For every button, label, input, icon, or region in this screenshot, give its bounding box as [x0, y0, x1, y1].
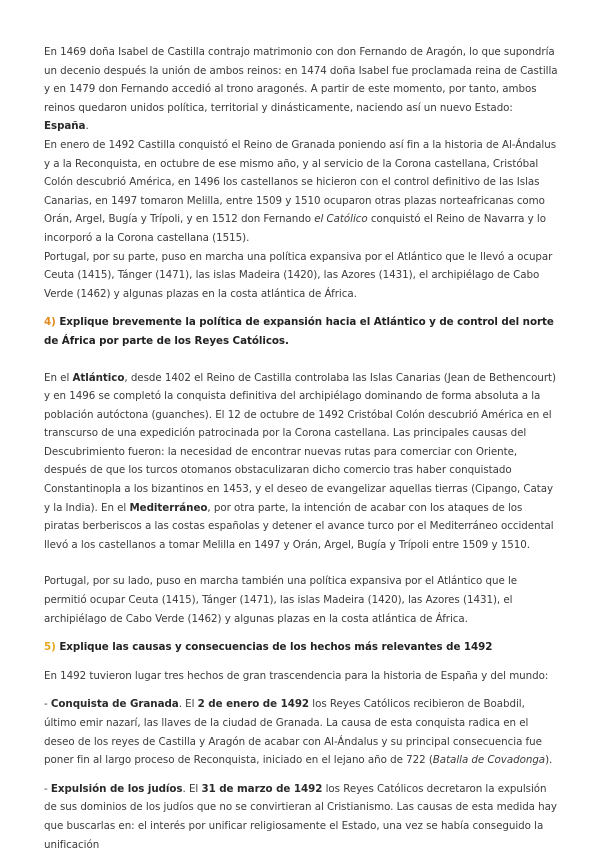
question-4-heading [44, 313, 560, 350]
text: En el [44, 371, 73, 384]
text: los Reyes Católicos decretaron la expulsión de sus dominios de los judíos que no se convirtieran al Cristianismo. Las causas de esta medida hay que buscarlas en: el interés por unificar religiosamente el Estado, una vez se había conseguido la unificación [44, 782, 557, 851]
text: ). [545, 754, 553, 767]
bold-term-espana: España [44, 120, 86, 133]
q5-list-item-expulsion [44, 780, 560, 854]
text: - [44, 782, 51, 795]
q5-list-item-granada [44, 695, 560, 769]
q4-paragraph-2: Portugal, por su lado, puso en marcha también una política expansiva por el Atlántico que le permitió ocupar Ceuta (1415), Tánger (1471), las islas Madeira (1420), las Azores (1431), el archipiélago de Cabo Verde (1462) y algunas plazas en la costa atlántica de África. [44, 575, 518, 625]
italic-battle: Batalla de Covadonga [432, 754, 546, 767]
intro-paragraph-1 [44, 43, 560, 136]
text: , por otra parte, la intención de acabar con los ataques de los piratas berberiscos a las costas españolas y detener el avance turco por el Mediterráneo occidental llevó a los castellanos a tomar Melilla en 1497 y Orán, Argel, Bugía y Trípoli entre 1509 y 1510. [44, 501, 554, 551]
bold-term: Conquista de Granada [50, 698, 179, 711]
intro-paragraph-3: Portugal, por su parte, puso en marcha una política expansiva por el Atlántico que le llevó a ocupar Ceuta (1415), Tánger (1471), las islas Madeira (1420), las Azores (1431), el archipiélago de Cabo Verde (1462) y algunas plazas en la costa atlántica de África. [44, 250, 553, 300]
question-number: 4) [44, 316, 56, 329]
document-page [44, 43, 560, 854]
text: los Reyes Católicos recibieron de Boabdil, último emir nazarí, las llaves de la ciudad de Granada. La causa de esta conquista radica en el deseo de los reyes de Castilla y Aragón de acabar con Al-Ándalus y su principal consecuencia fue poner fin al largo proceso de Reconquista, iniciado en el lejano año de 722 ( [44, 698, 542, 767]
text: . El [182, 782, 202, 795]
bold-date: 31 de marzo de 1492 [201, 782, 323, 795]
bold-term: Expulsión de los judíos [50, 782, 183, 795]
question-5-heading [44, 638, 560, 657]
question-title: Explique brevemente la política de expansión hacia el Atlántico y de control del norte de África por parte de los Reyes Católicos. [44, 316, 554, 347]
text: , desde 1402 el Reino de Castilla controlaba las Islas Canarias (Jean de Bethencourt) y en 1496 se completó la conquista definitiva del archipiélago dominando de forma absoluta a la población autóctona (guanches). El 12 de octubre de 1492 Cristóbal Colón descubrió América en el transcurso de una expedición patrocinada por la Corona castellana. Las principales causas del Descubrimiento fueron: la necesidad de encontrar nuevas rutas para comerciar con Oriente, después de que los turcos otomanos obstaculizaran dicho comercio tras haber conquistado Constantinopla a los bizantinos en 1453, y el deseo de evangelizar aquellas tierras (Cipango, Catay y la India). En el [44, 371, 556, 514]
italic-epithet: el Católico [314, 213, 368, 226]
q5-paragraph-1: En 1492 tuvieron lugar tres hechos de gran trascendencia para la historia de España y del mundo: [44, 669, 549, 682]
bold-term-atlantico: Atlántico [72, 371, 125, 384]
text: - [44, 698, 51, 711]
bold-term-mediterraneo: Mediterráneo [129, 501, 208, 514]
intro-paragraph-2 [44, 136, 560, 248]
text: . El [178, 698, 198, 711]
bold-date: 2 de enero de 1492 [197, 698, 310, 711]
q4-paragraph-1 [44, 369, 560, 555]
text: conquistó el Reino de Navarra y lo incorporó a la Corona castellana (1515). [44, 213, 546, 244]
text: En enero de 1492 Castilla conquistó el Reino de Granada poniendo así fin a la historia de Al-Ándalus y a la Reconquista, en octubre de ese mismo año, y al servicio de la Corona castellana, Cristóbal Colón descubrió América, en 1496 los castellanos se hicieron con el control definitivo de las Islas Canarias, en 1497 tomaron Melilla, entre 1509 y 1510 ocuparon otras plazas norteafricanas como Orán, Argel, Bugía y Trípoli, y en 1512 don Fernando [44, 138, 557, 226]
question-title: Explique las causas y consecuencias de los hechos más relevantes de 1492 [55, 641, 493, 654]
text: . [85, 120, 89, 133]
question-number: 5) [44, 641, 56, 654]
text: En 1469 doña Isabel de Castilla contrajo matrimonio con don Fernando de Aragón, lo que supondría un decenio después la unión de ambos reinos: en 1474 doña Isabel fue proclamada reina de Castilla y en 1479 don Fernando accedió al trono aragonés. A partir de este momento, por tanto, ambos reinos quedaron unidos política, territorial y dinásticamente, naciendo así un nuevo Estado: [44, 46, 558, 114]
